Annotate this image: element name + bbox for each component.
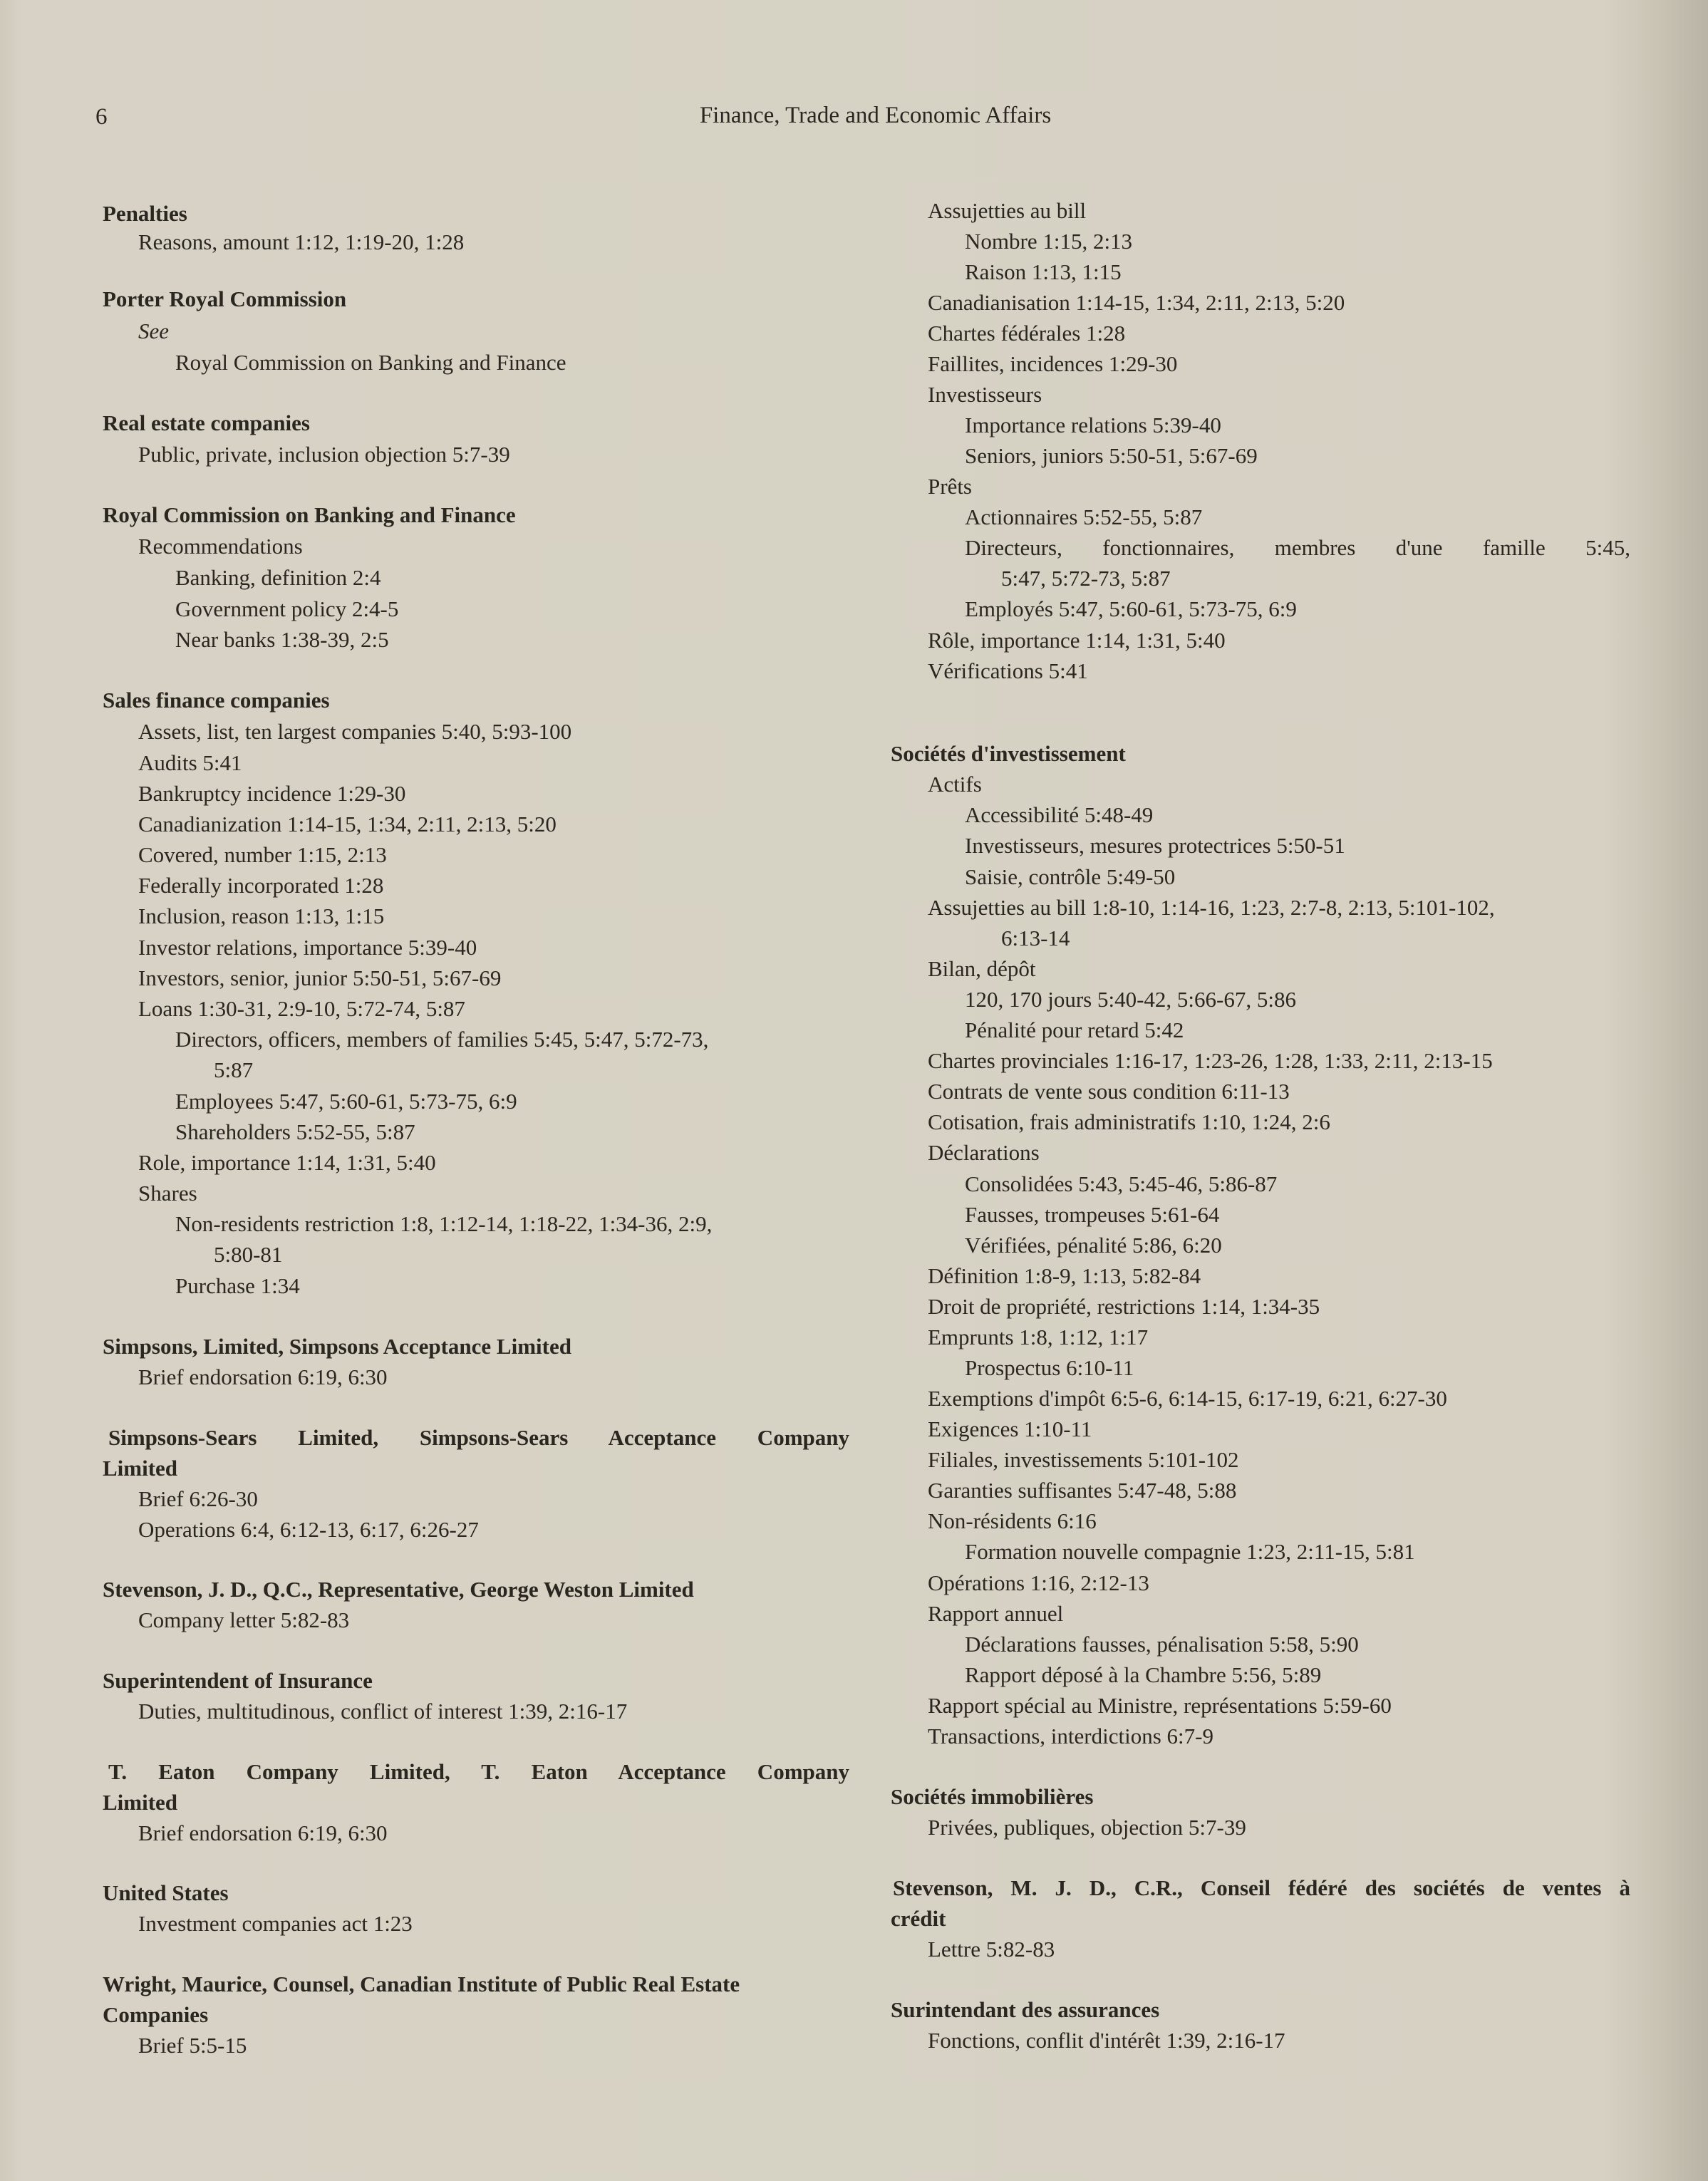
index-subentry: Opérations 1:16, 2:12-13 (928, 1570, 1149, 1595)
index-subentry: Cotisation, frais administratifs 1:10, 1:24, 2:6 (928, 1109, 1330, 1134)
index-heading: United States (103, 1880, 229, 1905)
index-subsubentry: Formation nouvelle compagnie 1:23, 2:11-15, 5:81 (965, 1539, 1415, 1564)
index-continuation: 5:47, 5:72-73, 5:87 (1001, 566, 1171, 591)
index-subsubentry: Fausses, trompeuses 5:61-64 (965, 1202, 1220, 1227)
index-subsubentry: Purchase 1:34 (175, 1273, 300, 1298)
index-subsubentry: Directeurs, fonctionnaires, membres d'une famille 5:45, (965, 535, 1630, 560)
index-subentry: Assujetties au bill 1:8-10, 1:14-16, 1:23, 2:7-8, 2:13, 5:101-102, (928, 895, 1495, 920)
index-subentry: Investisseurs (928, 382, 1042, 407)
index-subentry: Droit de propriété, restrictions 1:14, 1:34-35 (928, 1294, 1320, 1319)
index-heading: Penalties (103, 201, 187, 226)
index-subentry: Investment companies act 1:23 (138, 1911, 413, 1936)
index-subentry: Filiales, investissements 5:101-102 (928, 1447, 1239, 1472)
index-subentry: Actifs (928, 772, 982, 797)
index-subsubentry: Rapport déposé à la Chambre 5:56, 5:89 (965, 1662, 1322, 1687)
index-heading: Superintendent of Insurance (103, 1668, 373, 1693)
index-subentry: Brief 5:5-15 (138, 2033, 247, 2058)
index-subsubentry: Importance relations 5:39-40 (965, 413, 1221, 437)
index-heading: Limited (103, 1456, 178, 1481)
index-subentry: Assets, list, ten largest companies 5:40, 5:93-100 (138, 719, 572, 744)
index-subsubentry: 120, 170 jours 5:40-42, 5:66-67, 5:86 (965, 987, 1296, 1012)
index-heading: crédit (891, 1906, 946, 1931)
index-subentry: Garanties suffisantes 5:47-48, 5:88 (928, 1478, 1237, 1503)
index-subsubentry: Employees 5:47, 5:60-61, 5:73-75, 6:9 (175, 1089, 517, 1114)
index-subentry: Vérifications 5:41 (928, 658, 1088, 683)
index-subentry: Rôle, importance 1:14, 1:31, 5:40 (928, 628, 1226, 653)
index-subentry: Prêts (928, 474, 972, 499)
index-subentry: Duties, multitudinous, conflict of interest 1:39, 2:16-17 (138, 1699, 628, 1724)
index-subentry: Exigences 1:10-11 (928, 1416, 1092, 1441)
index-subentry: Inclusion, reason 1:13, 1:15 (138, 903, 385, 928)
index-subentry: Fonctions, conflit d'intérêt 1:39, 2:16-17 (928, 2028, 1285, 2053)
index-subsubentry: Déclarations fausses, pénalisation 5:58, 5:90 (965, 1632, 1359, 1657)
page-number: 6 (95, 104, 108, 130)
index-heading: Companies (103, 2002, 209, 2027)
index-subsubentry: Seniors, juniors 5:50-51, 5:67-69 (965, 443, 1258, 468)
index-subentry: Company letter 5:82-83 (138, 1607, 350, 1632)
index-subsubentry: Accessibilité 5:48-49 (965, 802, 1154, 827)
index-subsubentry: Directors, officers, members of families 5:45, 5:47, 5:72-73, (175, 1027, 709, 1052)
index-subentry: Lettre 5:82-83 (928, 1937, 1055, 1962)
index-continuation: 6:13-14 (1001, 926, 1070, 950)
index-subsubentry: Vérifiées, pénalité 5:86, 6:20 (965, 1233, 1222, 1258)
index-subentry: Assujetties au bill (928, 198, 1087, 223)
index-heading: Limited (103, 1790, 178, 1815)
index-subentry: Non-résidents 6:16 (928, 1508, 1097, 1533)
index-subentry: Rapport annuel (928, 1601, 1064, 1626)
index-subsubentry: Actionnaires 5:52-55, 5:87 (965, 504, 1203, 529)
index-subsubentry: Raison 1:13, 1:15 (965, 259, 1122, 284)
index-subentry: Définition 1:8-9, 1:13, 5:82-84 (928, 1263, 1201, 1288)
index-subsubentry: Non-residents restriction 1:8, 1:12-14, 1:18-22, 1:34-36, 2:9, (175, 1211, 713, 1236)
running-head: Finance, Trade and Economic Affairs (699, 103, 1052, 128)
index-subentry: Chartes fédérales 1:28 (928, 321, 1126, 346)
index-subentry: Transactions, interdictions 6:7-9 (928, 1724, 1213, 1749)
index-subsubentry: Consolidées 5:43, 5:45-46, 5:86-87 (965, 1171, 1278, 1196)
index-subentry: Role, importance 1:14, 1:31, 5:40 (138, 1150, 436, 1175)
index-subentry: See (138, 318, 170, 343)
index-subsubentry: Prospectus 6:10-11 (965, 1355, 1134, 1380)
index-subentry: Bankruptcy incidence 1:29-30 (138, 781, 406, 806)
index-subentry: Bilan, dépôt (928, 956, 1036, 981)
index-subentry: Canadianization 1:14-15, 1:34, 2:11, 2:13, 5:20 (138, 812, 557, 836)
index-subentry: Faillites, incidences 1:29-30 (928, 351, 1178, 376)
index-heading: Royal Commission on Banking and Finance (103, 502, 516, 527)
index-subentry: Brief 6:26-30 (138, 1486, 258, 1511)
index-subentry: Covered, number 1:15, 2:13 (138, 842, 387, 867)
index-subentry: Investor relations, importance 5:39-40 (138, 935, 477, 960)
index-subentry: Emprunts 1:8, 1:12, 1:17 (928, 1325, 1149, 1349)
index-subsubentry: Shareholders 5:52-55, 5:87 (175, 1119, 415, 1144)
index-subentry: Privées, publiques, objection 5:7-39 (928, 1815, 1246, 1840)
index-heading: Wright, Maurice, Counsel, Canadian Institute of Public Real Estate (103, 1972, 740, 1996)
index-subsubentry: Government policy 2:4-5 (175, 596, 399, 621)
index-subentry: Contrats de vente sous condition 6:11-13 (928, 1079, 1290, 1104)
index-heading: Real estate companies (103, 410, 310, 435)
index-subentry: Operations 6:4, 6:12-13, 6:17, 6:26-27 (138, 1517, 479, 1542)
index-subsubentry: Banking, definition 2:4 (175, 565, 381, 590)
index-subsubentry: Saisie, contrôle 5:49-50 (965, 864, 1176, 889)
index-subentry: Public, private, inclusion objection 5:7-39 (138, 442, 510, 467)
index-heading: Stevenson, J. D., Q.C., Representative, George Weston Limited (103, 1577, 694, 1602)
index-heading: Sociétés immobilières (891, 1784, 1094, 1809)
index-subentry: Rapport spécial au Ministre, représentations 5:59-60 (928, 1693, 1392, 1718)
index-subsubentry: Near banks 1:38-39, 2:5 (175, 627, 389, 652)
index-heading: T. Eaton Company Limited, T. Eaton Acceptance Company (108, 1759, 849, 1784)
index-subentry: Canadianisation 1:14-15, 1:34, 2:11, 2:13, 5:20 (928, 290, 1345, 315)
index-heading: Sales finance companies (103, 688, 330, 713)
index-subentry: Loans 1:30-31, 2:9-10, 5:72-74, 5:87 (138, 996, 465, 1021)
index-subentry: Déclarations (928, 1140, 1040, 1165)
index-subentry: Audits 5:41 (138, 750, 242, 775)
index-heading: Simpsons-Sears Limited, Simpsons-Sears Acceptance Company (108, 1425, 849, 1450)
index-subentry: Investors, senior, junior 5:50-51, 5:67-69 (138, 965, 502, 990)
index-subentry: Chartes provinciales 1:16-17, 1:23-26, 1:28, 1:33, 2:11, 2:13-15 (928, 1048, 1493, 1073)
index-subentry: Federally incorporated 1:28 (138, 873, 384, 898)
index-heading: Simpsons, Limited, Simpsons Acceptance Limited (103, 1334, 571, 1359)
index-subentry: Shares (138, 1181, 197, 1206)
index-subsubentry: Investisseurs, mesures protectrices 5:50-51 (965, 833, 1345, 858)
index-subsubentry: Nombre 1:15, 2:13 (965, 229, 1133, 254)
index-subsubentry: Pénalité pour retard 5:42 (965, 1017, 1184, 1042)
index-subentry: Recommendations (138, 534, 303, 559)
index-subentry: Brief endorsation 6:19, 6:30 (138, 1364, 388, 1389)
index-subentry: Exemptions d'impôt 6:5-6, 6:14-15, 6:17-19, 6:21, 6:27-30 (928, 1386, 1447, 1411)
index-subsubentry: Royal Commission on Banking and Finance (175, 350, 566, 375)
index-heading: Surintendant des assurances (891, 1997, 1160, 2022)
index-heading: Sociétés d'investissement (891, 741, 1126, 766)
index-subentry: Reasons, amount 1:12, 1:19-20, 1:28 (138, 229, 465, 254)
index-subentry: Brief endorsation 6:19, 6:30 (138, 1820, 388, 1845)
index-heading: Stevenson, M. J. D., C.R., Conseil fédéré des sociétés de ventes à (893, 1875, 1630, 1900)
index-continuation: 5:87 (214, 1057, 254, 1082)
index-heading: Porter Royal Commission (103, 286, 347, 311)
index-subsubentry: Employés 5:47, 5:60-61, 5:73-75, 6:9 (965, 596, 1297, 621)
index-continuation: 5:80-81 (214, 1242, 283, 1267)
